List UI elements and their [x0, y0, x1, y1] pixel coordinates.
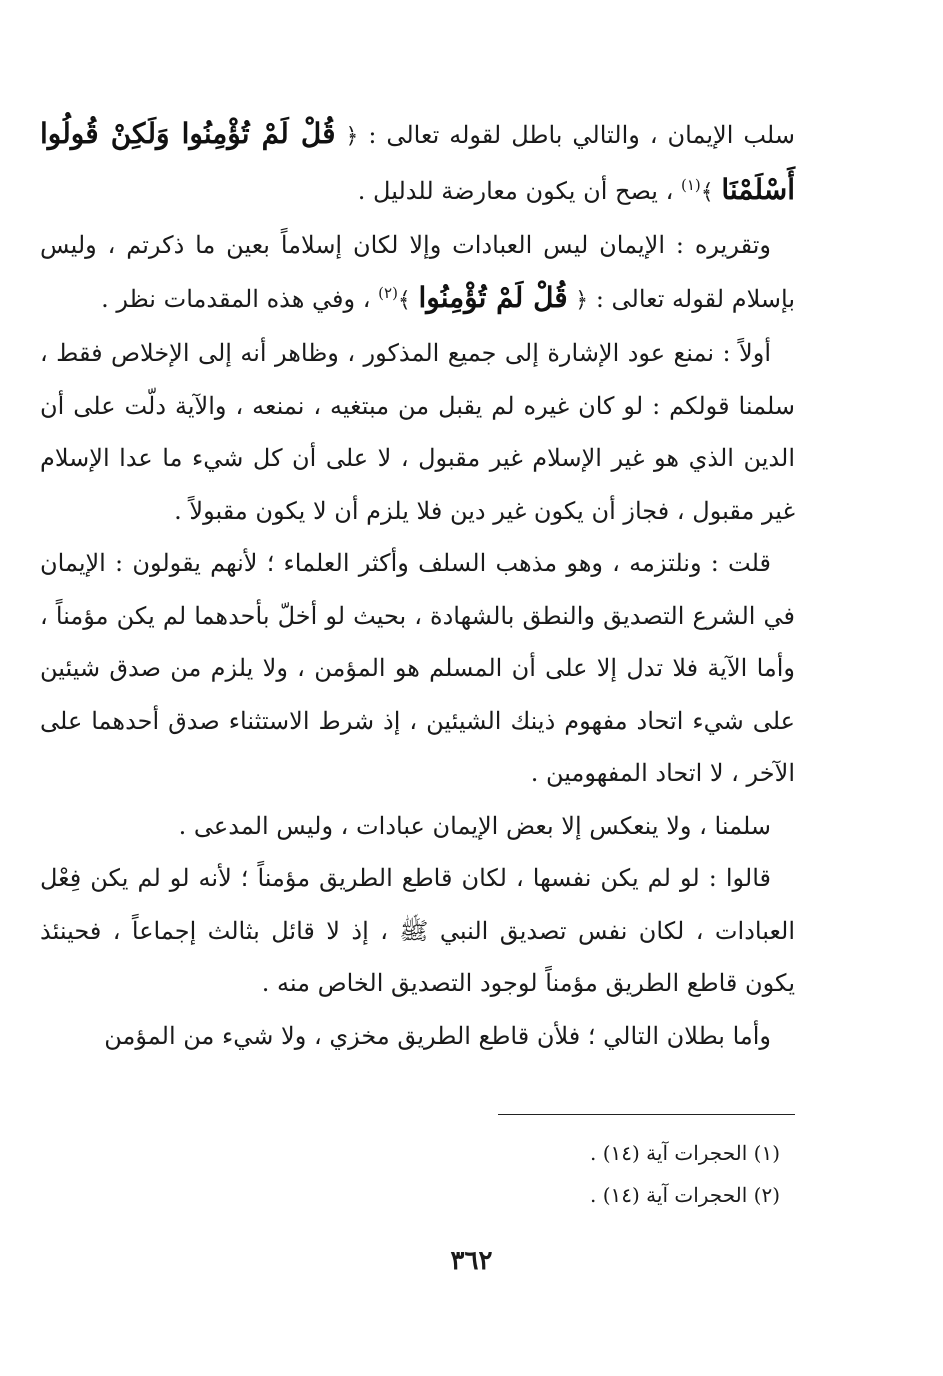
quote-open-bracket: ﴿ — [575, 287, 589, 313]
footnote-ref-1: (١) — [681, 175, 701, 194]
footnote-2: (٢) الحجرات آية (١٤) . — [590, 1183, 780, 1207]
paragraph-2 — [40, 219, 795, 327]
p2-text-before-quote: وتقريره : الإيمان ليس العبادات وإلا لكان إسلاماً بعين ما ذكرتم ، وليس بإسلام لقوله تعالى : — [40, 231, 795, 313]
paragraph-6 — [40, 852, 795, 1010]
footnote-1: (١) الحجرات آية (١٤) . — [590, 1141, 780, 1165]
paragraph-5 — [40, 800, 795, 853]
p1-text-before-quote: سلب الإيمان ، والتالي باطل لقوله تعالى : — [368, 121, 795, 149]
p6-text: قالوا : لو لم يكن نفسها ، لكان قاطع الطريق مؤمناً ؛ لأنه لو لم يكن فِعْل العبادات ، لكان نفس تصديق النبي ﷺ ، إذ لا قائل بثالث إجماعاً ، فحينئذ يكون قاطع الطريق مؤمناً لوجود التصديق الخاص منه . — [40, 864, 795, 997]
paragraph-3 — [40, 327, 795, 537]
quote-close-bracket: ﴾ — [397, 287, 411, 313]
p1-text-after-quote: ، يصح أن يكون معارضة للدليل . — [357, 176, 674, 205]
paragraph-7 — [40, 1010, 795, 1063]
paragraph-1 — [40, 108, 795, 219]
p2-text-after-quote: ، وفي هذه المقدمات نظر . — [101, 284, 371, 313]
page-body — [40, 108, 795, 1062]
quran-quote-1: قُلْ لَمْ تُؤْمِنُوا وَلَكِنْ قُولُوا أَسْلَمْنَا — [40, 117, 795, 206]
quote-close-bracket: ﴾ — [700, 179, 714, 205]
footnotes — [300, 1132, 780, 1216]
footnote-divider — [498, 1114, 795, 1115]
page-number: ٣٦٢ — [450, 1246, 493, 1276]
p5-text: سلمنا ، ولا ينعكس إلا بعض الإيمان عبادات ، وليس المدعى . — [178, 811, 771, 840]
quran-quote-2: قُلْ لَمْ تُؤْمِنُوا — [418, 280, 568, 314]
footnote-ref-2: (٢) — [378, 283, 398, 302]
p4-text: قلت : ونلتزمه ، وهو مذهب السلف وأكثر العلماء ؛ لأنهم يقولون : الإيمان في الشرع التصديق والنطق بالشهادة ، بحيث لو أخلّ بأحدهما لم يكن مؤمناً ، وأما الآية فلا تدل إلا على أن المسلم هو المؤمن ، ولا يلزم من صدق شيئين على شيء اتحاد مفهوم ذينك الشيئين ، إذ شرط الاستثناء صدق أحدهما على الآخر ، لا اتحاد المفهومين . — [40, 549, 795, 787]
p3-text: أولاً : نمنع عود الإشارة إلى جميع المذكور ، وظاهر أنه إلى الإخلاص فقط ، سلمنا قولكم : لو كان غيره لم يقبل من مبتغيه ، نمنعه ، والآية دلّت على أن الدين الذي هو غير الإسلام غير مقبول ، لا على أن كل شيء ما عدا الإسلام غير مقبول ، فجاز أن يكون غير دين فلا يلزم أن لا يكون مقبولاً . — [40, 339, 795, 525]
quote-open-bracket: ﴿ — [345, 124, 359, 149]
paragraph-4 — [40, 537, 795, 800]
p7-text: وأما بطلان التالي ؛ فلأن قاطع الطريق مخزي ، ولا شيء من المؤمن — [104, 1021, 771, 1050]
